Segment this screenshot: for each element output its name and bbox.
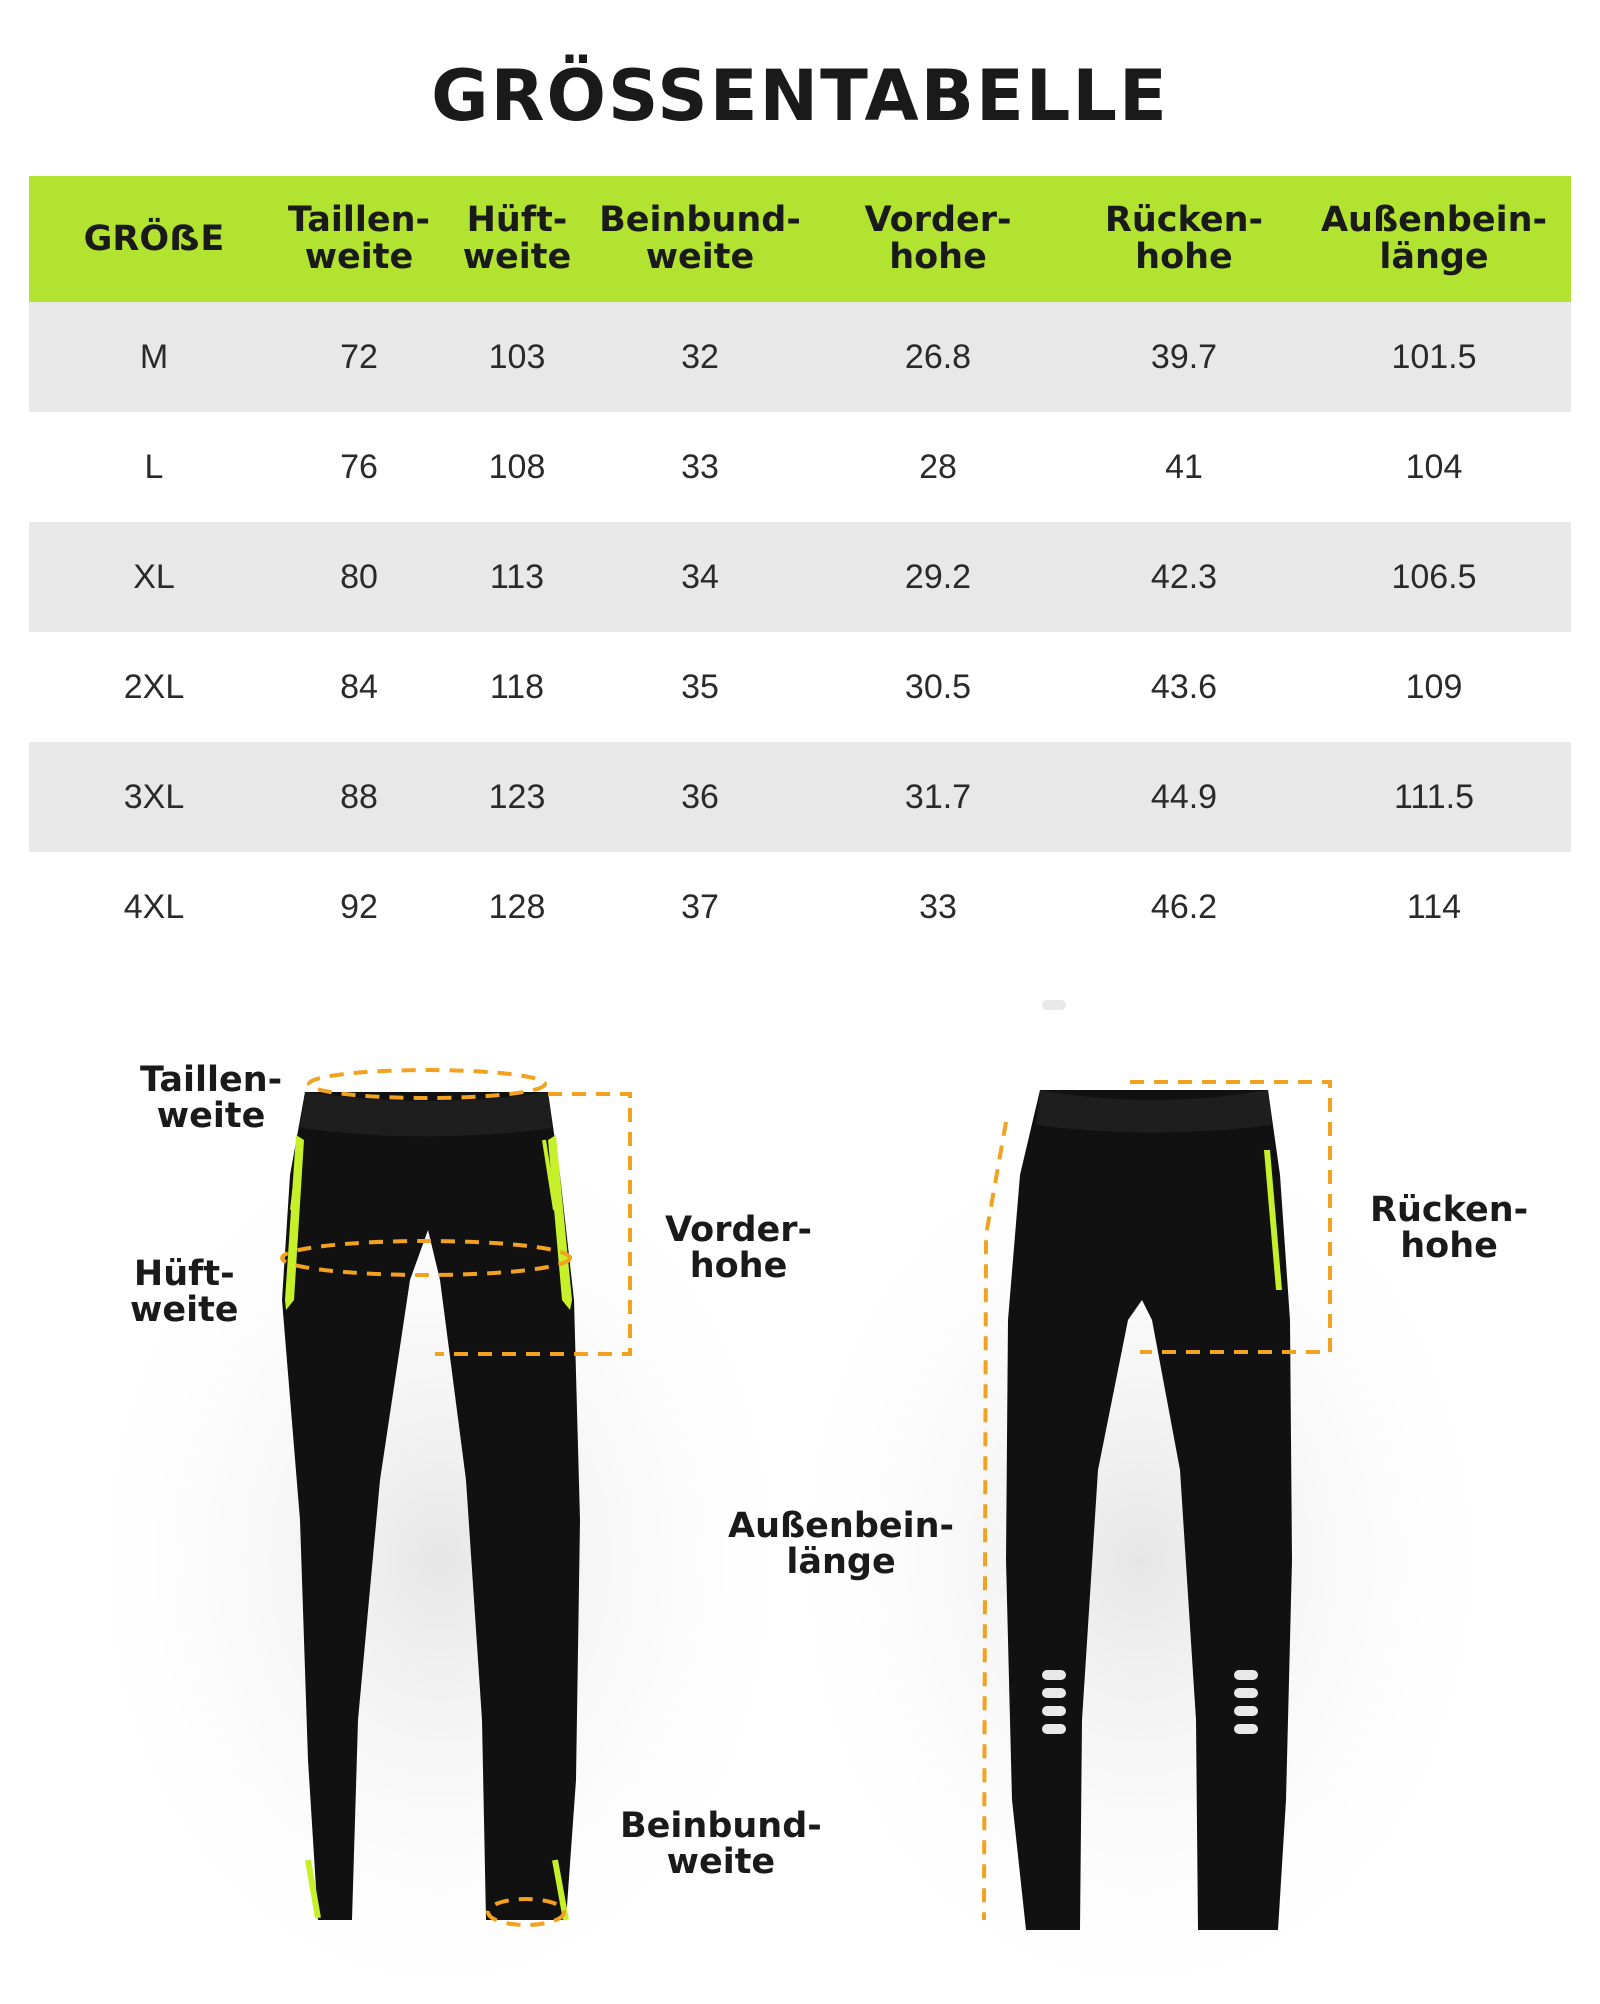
cell-outseam: 106.5: [1297, 522, 1571, 632]
table-row: [29, 632, 1571, 742]
cell-hip: 103: [439, 302, 595, 412]
cell-front-rise: 26.8: [805, 302, 1071, 412]
cell-back-rise: 39.7: [1071, 302, 1297, 412]
cell-waist: 80: [279, 522, 439, 632]
cell-outseam: 104: [1297, 412, 1571, 522]
cell-size: L: [29, 412, 279, 522]
front-rise-label: Vorder- hohe: [665, 1210, 813, 1287]
cell-front-rise: 29.2: [805, 522, 1071, 632]
cell-hip: 113: [439, 522, 595, 632]
header-size: GRÖẞE: [29, 176, 279, 302]
cell-size: M: [29, 302, 279, 412]
page-title: GRÖSSENTABELLE: [431, 55, 1169, 137]
cell-leg-opening: 37: [595, 852, 805, 962]
cell-back-rise: 42.3: [1071, 522, 1297, 632]
cell-front-rise: 31.7: [805, 742, 1071, 852]
cell-leg-opening: 36: [595, 742, 805, 852]
table-header-row: [29, 176, 1571, 302]
cell-leg-opening: 32: [595, 302, 805, 412]
table-row: [29, 522, 1571, 632]
measurement-diagram: [0, 1000, 1600, 2000]
cell-size: 4XL: [29, 852, 279, 962]
cell-waist: 72: [279, 302, 439, 412]
cell-outseam: 101.5: [1297, 302, 1571, 412]
header-hip: Hüft- weite: [439, 176, 595, 302]
cell-waist: 92: [279, 852, 439, 962]
cell-leg-opening: 33: [595, 412, 805, 522]
cell-hip: 118: [439, 632, 595, 742]
cell-waist: 84: [279, 632, 439, 742]
cell-back-rise: 44.9: [1071, 742, 1297, 852]
outseam-label: Außenbein- länge: [728, 1506, 955, 1583]
header-waist: Taillen- weite: [279, 176, 439, 302]
cell-outseam: 114: [1297, 852, 1571, 962]
cell-waist: 88: [279, 742, 439, 852]
table-row: [29, 742, 1571, 852]
header-leg-opening: Beinbund- weite: [595, 176, 805, 302]
cell-leg-opening: 35: [595, 632, 805, 742]
cell-back-rise: 46.2: [1071, 852, 1297, 962]
table-row: [29, 302, 1571, 412]
cell-back-rise: 41: [1071, 412, 1297, 522]
cell-size: 2XL: [29, 632, 279, 742]
header-outseam: Außenbein- länge: [1297, 176, 1571, 302]
cell-hip: 123: [439, 742, 595, 852]
cell-outseam: 109: [1297, 632, 1571, 742]
cell-front-rise: 33: [805, 852, 1071, 962]
header-front-rise: Vorder- hohe: [805, 176, 1071, 302]
cell-waist: 76: [279, 412, 439, 522]
waist-label: Taillen- weite: [140, 1060, 283, 1137]
table-row: [29, 412, 1571, 522]
header-back-rise: Rücken- hohe: [1071, 176, 1297, 302]
cell-size: 3XL: [29, 742, 279, 852]
cell-hip: 108: [439, 412, 595, 522]
cell-leg-opening: 34: [595, 522, 805, 632]
hip-label: Hüft- weite: [130, 1254, 239, 1331]
size-table: [29, 176, 1571, 962]
cell-back-rise: 43.6: [1071, 632, 1297, 742]
cell-front-rise: 28: [805, 412, 1071, 522]
table-row: [29, 852, 1571, 962]
cell-hip: 128: [439, 852, 595, 962]
leg-opening-label: Beinbund- weite: [620, 1806, 822, 1883]
cell-size: XL: [29, 522, 279, 632]
cell-front-rise: 30.5: [805, 632, 1071, 742]
cell-outseam: 111.5: [1297, 742, 1571, 852]
back-rise-label: Rücken- hohe: [1370, 1190, 1529, 1267]
